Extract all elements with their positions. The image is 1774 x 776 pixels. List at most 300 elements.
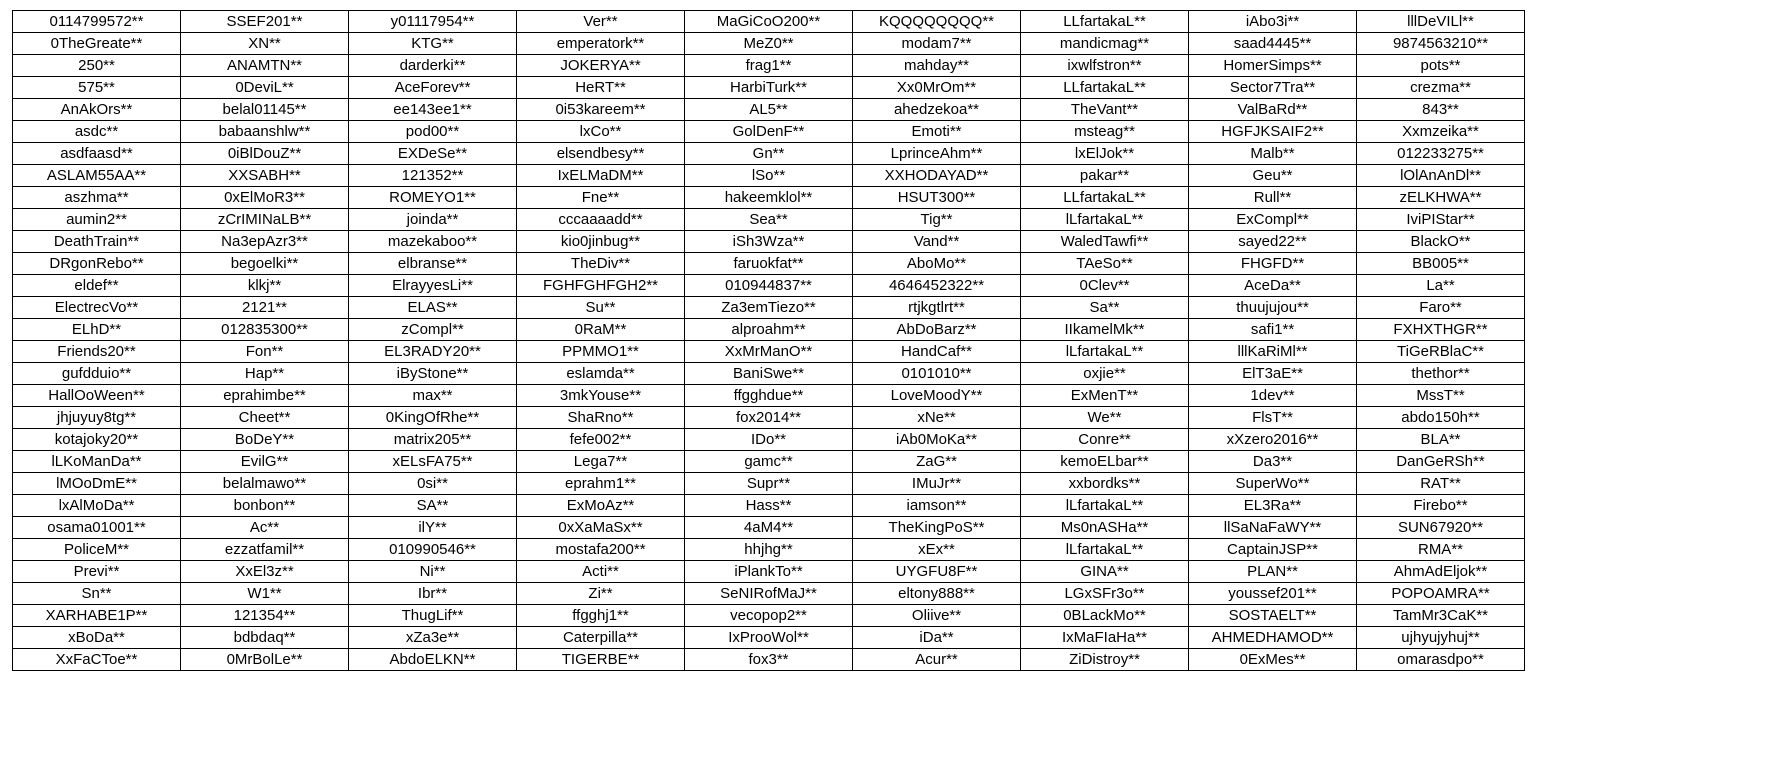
table-cell: SOSTAELT** [1189, 605, 1357, 627]
table-cell: AceForev** [349, 77, 517, 99]
table-cell: xNe** [853, 407, 1021, 429]
table-cell: ExMenT** [1021, 385, 1189, 407]
table-cell: ValBaRd** [1189, 99, 1357, 121]
table-cell: 121352** [349, 165, 517, 187]
table-cell: GolDenF** [685, 121, 853, 143]
table-row [13, 297, 1525, 319]
table-row [13, 363, 1525, 385]
table-cell: IMuJr** [853, 473, 1021, 495]
table-cell: thuujujou** [1189, 297, 1357, 319]
table-cell: iamson** [853, 495, 1021, 517]
table-cell: Ac** [181, 517, 349, 539]
table-row [13, 495, 1525, 517]
table-cell: Gn** [685, 143, 853, 165]
table-cell: POPOAMRA** [1357, 583, 1525, 605]
table-cell: matrix205** [349, 429, 517, 451]
table-cell: omarasdpo** [1357, 649, 1525, 671]
table-cell: BLA** [1357, 429, 1525, 451]
table-cell: SUN67920** [1357, 517, 1525, 539]
table-cell: ELAS** [349, 297, 517, 319]
table-cell: 0BLackMo** [1021, 605, 1189, 627]
table-cell: FXHXTHGR** [1357, 319, 1525, 341]
table-cell: GINA** [1021, 561, 1189, 583]
table-cell: UYGFU8F** [853, 561, 1021, 583]
table-cell: EvilG** [181, 451, 349, 473]
table-cell: AbDoBarz** [853, 319, 1021, 341]
table-cell: SeNIRofMaJ** [685, 583, 853, 605]
table-cell: kemoELbar** [1021, 451, 1189, 473]
table-cell: ElT3aE** [1189, 363, 1357, 385]
table-cell: pakar** [1021, 165, 1189, 187]
table-cell: 4aM4** [685, 517, 853, 539]
table-cell: EL3Ra** [1189, 495, 1357, 517]
table-cell: modam7** [853, 33, 1021, 55]
table-cell: TiGeRBlaC** [1357, 341, 1525, 363]
table-cell: XxMrManO** [685, 341, 853, 363]
table-cell: ee143ee1** [349, 99, 517, 121]
table-cell: Hass** [685, 495, 853, 517]
table-cell: ExMoAz** [517, 495, 685, 517]
table-cell: belalmawo** [181, 473, 349, 495]
table-cell: ASLAM55AA** [13, 165, 181, 187]
table-cell: lSo** [685, 165, 853, 187]
table-cell: lllKaRiMl** [1189, 341, 1357, 363]
table-cell: PoliceM** [13, 539, 181, 561]
table-cell: PPMMO1** [517, 341, 685, 363]
table-row [13, 539, 1525, 561]
table-cell: LLfartakaL** [1021, 77, 1189, 99]
table-cell: Lega7** [517, 451, 685, 473]
table-cell: IxProoWol** [685, 627, 853, 649]
table-cell: XxFaCToe** [13, 649, 181, 671]
table-cell: Malb** [1189, 143, 1357, 165]
table-cell: CaptainJSP** [1189, 539, 1357, 561]
table-cell: msteag** [1021, 121, 1189, 143]
table-cell: lxCo** [517, 121, 685, 143]
table-cell: Xxmzeika** [1357, 121, 1525, 143]
table-cell: lxElJok** [1021, 143, 1189, 165]
table-row [13, 649, 1525, 671]
table-cell: HSUT300** [853, 187, 1021, 209]
table-cell: La** [1357, 275, 1525, 297]
table-cell: LLfartakaL** [1021, 187, 1189, 209]
table-cell: elsendbesy** [517, 143, 685, 165]
table-cell: XN** [181, 33, 349, 55]
table-cell: SA** [349, 495, 517, 517]
table-row [13, 583, 1525, 605]
table-row [13, 143, 1525, 165]
table-cell: 012233275** [1357, 143, 1525, 165]
table-cell: 0xXaMaSx** [517, 517, 685, 539]
table-cell: Ni** [349, 561, 517, 583]
table-cell: RAT** [1357, 473, 1525, 495]
table-cell: lLfartakaL** [1021, 209, 1189, 231]
table-cell: Supr** [685, 473, 853, 495]
table-cell: pod00** [349, 121, 517, 143]
table-cell: zCrIMINaLB** [181, 209, 349, 231]
table-cell: AbdoELKN** [349, 649, 517, 671]
table-cell: lLfartakaL** [1021, 341, 1189, 363]
table-cell: darderki** [349, 55, 517, 77]
table-cell: TIGERBE** [517, 649, 685, 671]
table-cell: kotajoky20** [13, 429, 181, 451]
table-cell: xELsFA75** [349, 451, 517, 473]
table-cell: pots** [1357, 55, 1525, 77]
table-cell: 3mkYouse** [517, 385, 685, 407]
table-cell: 0Clev** [1021, 275, 1189, 297]
table-cell: xXzero2016** [1189, 429, 1357, 451]
table-cell: ELhD** [13, 319, 181, 341]
table-cell: cccaaaadd** [517, 209, 685, 231]
table-cell: IIkamelMk** [1021, 319, 1189, 341]
table-cell: iPlankTo** [685, 561, 853, 583]
table-cell: joinda** [349, 209, 517, 231]
table-cell: faruokfat** [685, 253, 853, 275]
table-cell: SSEF201** [181, 11, 349, 33]
table-cell: lLfartakaL** [1021, 539, 1189, 561]
table-row [13, 99, 1525, 121]
table-cell: 575** [13, 77, 181, 99]
table-row [13, 605, 1525, 627]
table-cell: XxEl3z** [181, 561, 349, 583]
table-cell: lOlAnAnDl** [1357, 165, 1525, 187]
table-cell: Vand** [853, 231, 1021, 253]
table-cell: Acur** [853, 649, 1021, 671]
table-cell: Su** [517, 297, 685, 319]
table-cell: eslamda** [517, 363, 685, 385]
table-cell: aszhma** [13, 187, 181, 209]
table-cell: TAeSo** [1021, 253, 1189, 275]
table-cell: Sn** [13, 583, 181, 605]
table-cell: osama01001** [13, 517, 181, 539]
table-cell: DRgonRebo** [13, 253, 181, 275]
table-cell: eldef** [13, 275, 181, 297]
table-cell: iDa** [853, 627, 1021, 649]
table-row [13, 429, 1525, 451]
table-cell: xBoDa** [13, 627, 181, 649]
table-cell: 0101010** [853, 363, 1021, 385]
table-cell: emperatork** [517, 33, 685, 55]
table-cell: xxbordks** [1021, 473, 1189, 495]
table-cell: rtjkgtlrt** [853, 297, 1021, 319]
table-cell: KQQQQQQQQ** [853, 11, 1021, 33]
table-cell: FHGFD** [1189, 253, 1357, 275]
table-cell: belal01145** [181, 99, 349, 121]
table-row [13, 319, 1525, 341]
table-row [13, 11, 1525, 33]
table-cell: ffgghdue** [685, 385, 853, 407]
table-cell: 0KingOfRhe** [349, 407, 517, 429]
table-cell: max** [349, 385, 517, 407]
table-cell: 0MrBolLe** [181, 649, 349, 671]
table-cell: mostafa200** [517, 539, 685, 561]
table-cell: DeathTrain** [13, 231, 181, 253]
table-cell: iAb0MoKa** [853, 429, 1021, 451]
table-cell: Fon** [181, 341, 349, 363]
table-cell: Friends20** [13, 341, 181, 363]
table-cell: Firebo** [1357, 495, 1525, 517]
table-cell: iByStone** [349, 363, 517, 385]
table-cell: TamMr3CaK** [1357, 605, 1525, 627]
table-row [13, 55, 1525, 77]
table-cell: LoveMoodY** [853, 385, 1021, 407]
table-cell: xZa3e** [349, 627, 517, 649]
table-cell: Oliive** [853, 605, 1021, 627]
table-cell: 012835300** [181, 319, 349, 341]
table-cell: FGHFGHFGH2** [517, 275, 685, 297]
table-row [13, 561, 1525, 583]
table-cell: EL3RADY20** [349, 341, 517, 363]
table-cell: ExCompl** [1189, 209, 1357, 231]
table-cell: zELKHWA** [1357, 187, 1525, 209]
table-cell: ROMEYO1** [349, 187, 517, 209]
table-cell: ElrayyesLi** [349, 275, 517, 297]
table-cell: vecopop2** [685, 605, 853, 627]
table-cell: safi1** [1189, 319, 1357, 341]
table-cell: AhmAdEljok** [1357, 561, 1525, 583]
table-cell: y01117954** [349, 11, 517, 33]
table-cell: ilY** [349, 517, 517, 539]
table-cell: 0RaM** [517, 319, 685, 341]
table-cell: frag1** [685, 55, 853, 77]
table-cell: mahday** [853, 55, 1021, 77]
table-cell: aumin2** [13, 209, 181, 231]
table-cell: ZiDistroy** [1021, 649, 1189, 671]
table-cell: xEx** [853, 539, 1021, 561]
table-row [13, 253, 1525, 275]
table-cell: eltony888** [853, 583, 1021, 605]
table-cell: BB005** [1357, 253, 1525, 275]
table-cell: ezzatfamil** [181, 539, 349, 561]
table-cell: asdfaasd** [13, 143, 181, 165]
table-cell: babaanshlw** [181, 121, 349, 143]
table-cell: hakeemklol** [685, 187, 853, 209]
table-cell: 0iBlDouZ** [181, 143, 349, 165]
table-cell: lLKoManDa** [13, 451, 181, 473]
table-cell: IxMaFIaHa** [1021, 627, 1189, 649]
table-cell: Da3** [1189, 451, 1357, 473]
table-row [13, 187, 1525, 209]
table-row [13, 165, 1525, 187]
table-cell: ShaRno** [517, 407, 685, 429]
table-cell: begoelki** [181, 253, 349, 275]
table-cell: HarbiTurk** [685, 77, 853, 99]
table-cell: thethor** [1357, 363, 1525, 385]
table-cell: 0si** [349, 473, 517, 495]
table-cell: 2121** [181, 297, 349, 319]
table-cell: eprahm1** [517, 473, 685, 495]
table-cell: lxAlMoDa** [13, 495, 181, 517]
table-cell: Hap** [181, 363, 349, 385]
table-cell: fox3** [685, 649, 853, 671]
table-row [13, 209, 1525, 231]
table-cell: ahedzekoa** [853, 99, 1021, 121]
table-cell: WaledTawfi** [1021, 231, 1189, 253]
table-cell: Previ** [13, 561, 181, 583]
table-cell: Cheet** [181, 407, 349, 429]
table-row [13, 121, 1525, 143]
table-cell: fefe002** [517, 429, 685, 451]
table-cell: ThugLif** [349, 605, 517, 627]
table-cell: sayed22** [1189, 231, 1357, 253]
table-cell: HGFJKSAIF2** [1189, 121, 1357, 143]
table-cell: XXHODAYAD** [853, 165, 1021, 187]
table-cell: iAbo3i** [1189, 11, 1357, 33]
table-cell: oxjie** [1021, 363, 1189, 385]
table-row [13, 77, 1525, 99]
table-cell: XARHABE1P** [13, 605, 181, 627]
table-cell: 0TheGreate** [13, 33, 181, 55]
table-cell: LGxSFr3o** [1021, 583, 1189, 605]
table-cell: saad4445** [1189, 33, 1357, 55]
table-cell: Ibr** [349, 583, 517, 605]
table-cell: 250** [13, 55, 181, 77]
table-cell: Xx0MrOm** [853, 77, 1021, 99]
table-cell: Sea** [685, 209, 853, 231]
table-row [13, 517, 1525, 539]
table-cell: AboMo** [853, 253, 1021, 275]
table-cell: lllDeVILl** [1357, 11, 1525, 33]
table-cell: HallOoWeen** [13, 385, 181, 407]
table-row [13, 407, 1525, 429]
table-cell: IviPIStar** [1357, 209, 1525, 231]
table-cell: HomerSimps** [1189, 55, 1357, 77]
table-cell: eprahimbe** [181, 385, 349, 407]
table-cell: SuperWo** [1189, 473, 1357, 495]
table-cell: XXSABH** [181, 165, 349, 187]
table-cell: FlsT** [1189, 407, 1357, 429]
table-cell: DanGeRSh** [1357, 451, 1525, 473]
table-cell: iSh3Wza** [685, 231, 853, 253]
table-cell: LLfartakaL** [1021, 11, 1189, 33]
table-cell: IDo** [685, 429, 853, 451]
table-cell: TheKingPoS** [853, 517, 1021, 539]
table-cell: Acti** [517, 561, 685, 583]
table-cell: 010990546** [349, 539, 517, 561]
table-cell: Conre** [1021, 429, 1189, 451]
table-cell: AL5** [685, 99, 853, 121]
table-cell: lMOoDmE** [13, 473, 181, 495]
table-cell: RMA** [1357, 539, 1525, 561]
table-cell: 0DeviL** [181, 77, 349, 99]
table-cell: abdo150h** [1357, 407, 1525, 429]
table-cell: ixwlfstron** [1021, 55, 1189, 77]
table-cell: 4646452322** [853, 275, 1021, 297]
table-cell: Tig** [853, 209, 1021, 231]
table-cell: AnAkOrs** [13, 99, 181, 121]
table-cell: EXDeSe** [349, 143, 517, 165]
table-cell: zCompl** [349, 319, 517, 341]
table-cell: MaGiCoO200** [685, 11, 853, 33]
table-cell: youssef201** [1189, 583, 1357, 605]
table-cell: llSaNaFaWY** [1189, 517, 1357, 539]
table-cell: kio0jinbug** [517, 231, 685, 253]
table-cell: ElectrecVo** [13, 297, 181, 319]
table-cell: 0114799572** [13, 11, 181, 33]
table-cell: bonbon** [181, 495, 349, 517]
table-cell: 0xElMoR3** [181, 187, 349, 209]
table-cell: Na3epAzr3** [181, 231, 349, 253]
table-cell: 843** [1357, 99, 1525, 121]
table-cell: TheDiv** [517, 253, 685, 275]
table-cell: 9874563210** [1357, 33, 1525, 55]
table-cell: Fne** [517, 187, 685, 209]
table-cell: KTG** [349, 33, 517, 55]
username-table [12, 10, 1525, 671]
table-cell: ANAMTN** [181, 55, 349, 77]
table-row [13, 451, 1525, 473]
table-cell: Ver** [517, 11, 685, 33]
table-row [13, 341, 1525, 363]
table-cell: PLAN** [1189, 561, 1357, 583]
table-cell: TheVant** [1021, 99, 1189, 121]
table-cell: Rull** [1189, 187, 1357, 209]
table-cell: Sector7Tra** [1189, 77, 1357, 99]
table-cell: Zi** [517, 583, 685, 605]
table-cell: We** [1021, 407, 1189, 429]
table-cell: Ms0nASHa** [1021, 517, 1189, 539]
table-row [13, 33, 1525, 55]
table-cell: lLfartakaL** [1021, 495, 1189, 517]
table-cell: LprinceAhm** [853, 143, 1021, 165]
table-cell: 0ExMes** [1189, 649, 1357, 671]
table-cell: 0i53kareem** [517, 99, 685, 121]
table-cell: elbranse** [349, 253, 517, 275]
table-cell: gufdduio** [13, 363, 181, 385]
table-cell: Geu** [1189, 165, 1357, 187]
table-cell: ujhyujyhuj** [1357, 627, 1525, 649]
table-body [13, 11, 1525, 671]
table-cell: 010944837** [685, 275, 853, 297]
table-cell: Za3emTiezo** [685, 297, 853, 319]
table-cell: MssT** [1357, 385, 1525, 407]
table-cell: HandCaf** [853, 341, 1021, 363]
table-cell: BaniSwe** [685, 363, 853, 385]
table-cell: alproahm** [685, 319, 853, 341]
table-cell: IxELMaDM** [517, 165, 685, 187]
table-cell: crezma** [1357, 77, 1525, 99]
table-cell: MeZ0** [685, 33, 853, 55]
table-cell: 121354** [181, 605, 349, 627]
table-cell: Caterpilla** [517, 627, 685, 649]
table-cell: asdc** [13, 121, 181, 143]
table-cell: hhjhg** [685, 539, 853, 561]
table-cell: bdbdaq** [181, 627, 349, 649]
table-cell: jhjuyuy8tg** [13, 407, 181, 429]
table-cell: JOKERYA** [517, 55, 685, 77]
table-row [13, 385, 1525, 407]
table-cell: gamc** [685, 451, 853, 473]
table-cell: mazekaboo** [349, 231, 517, 253]
table-cell: BlackO** [1357, 231, 1525, 253]
table-cell: W1** [181, 583, 349, 605]
table-row [13, 231, 1525, 253]
table-cell: Faro** [1357, 297, 1525, 319]
table-cell: ZaG** [853, 451, 1021, 473]
table-row [13, 275, 1525, 297]
table-cell: Emoti** [853, 121, 1021, 143]
table-cell: klkj** [181, 275, 349, 297]
table-cell: BoDeY** [181, 429, 349, 451]
table-row [13, 627, 1525, 649]
table-cell: ffgghj1** [517, 605, 685, 627]
table-cell: HeRT** [517, 77, 685, 99]
table-cell: 1dev** [1189, 385, 1357, 407]
table-cell: AceDa** [1189, 275, 1357, 297]
table-cell: Sa** [1021, 297, 1189, 319]
table-cell: fox2014** [685, 407, 853, 429]
table-cell: AHMEDHAMOD** [1189, 627, 1357, 649]
